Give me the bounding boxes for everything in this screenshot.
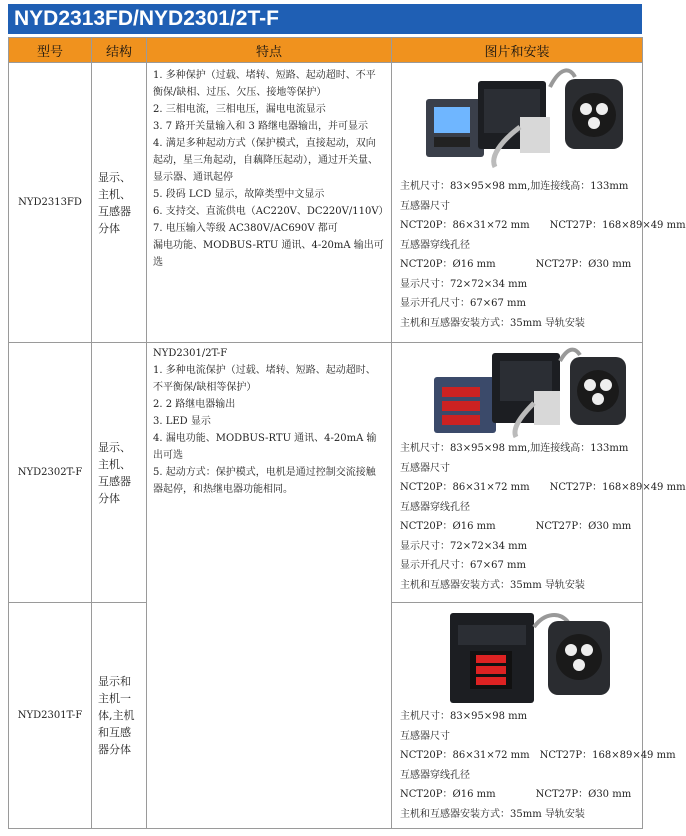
picture-cell (392, 343, 686, 603)
feature-item: 5. 起动方式：保护模式，电机是通过控制交流接触器起停，和热继电器功能相同。 (153, 467, 376, 495)
features-cell (147, 343, 392, 829)
feature-item: NYD2301/2T-F (153, 348, 228, 359)
header-row (9, 38, 643, 63)
feature-item: 1. 多种电流保护（过载、堵转、短路、起动超时、不平衡保/缺相等保护） (153, 365, 376, 393)
model-cell: NYD2301T-F (9, 603, 92, 829)
spec-line: 互感器尺寸 (400, 730, 450, 742)
picture-cell (392, 63, 686, 343)
structure-cell: 显示、主机、互感器分体 (92, 343, 147, 603)
spec-line: 互感器穿线孔径 (400, 239, 470, 251)
spec-line: 互感器尺寸 (400, 462, 450, 474)
feature-item: 漏电功能、MODBUS-RTU 通讯、4-20mA 输出可选 (153, 240, 384, 268)
product-image (400, 347, 634, 439)
spec-line: NCT20P：86×31×72 mm NCT27P：168×89×49 mm (400, 482, 686, 493)
spec-line: 互感器穿线孔径 (400, 769, 470, 781)
spec-line: NCT20P：Ø16 mm NCT27P：Ø30 mm (400, 259, 632, 270)
model-cell: NYD2302T-F (9, 343, 92, 603)
spec-line: 主机和互感器安装方式：35mm 导轨安装 (400, 579, 585, 591)
spec-line: 显示尺寸：72×72×34 mm (400, 540, 528, 552)
feature-item: 4. 漏电功能、MODBUS-RTU 通讯、4-20mA 输出可选 (153, 433, 377, 461)
feature-item: 7. 电压输入等级 AC380V/AC690V 都可 (153, 223, 338, 234)
product-table (8, 37, 686, 829)
header-structure: 结构 (92, 38, 147, 63)
spec-line: NCT20P：Ø16 mm NCT27P：Ø30 mm (400, 521, 632, 532)
spec-line: NCT20P：86×31×72 mm NCT27P：168×89×49 mm (400, 220, 686, 231)
header-model: 型号 (9, 38, 92, 63)
spec-line: 主机和互感器安装方式：35mm 导轨安装 (400, 808, 585, 820)
spec-line: 显示开孔尺寸：67×67 mm (400, 298, 526, 309)
picture-cell (392, 603, 676, 829)
structure-cell: 显示、主机、互感器分体 (92, 63, 147, 343)
feature-item: 4. 满足多种起动方式（保护模式，直接起动，双向起动，星三角起动，自藕降压起动），通过开关量、显示器、通讯起停 (153, 138, 378, 183)
header-picture: 图片和安装 (392, 38, 643, 63)
feature-item: 3. 7 路开关量输入和 3 路继电器输出，并可显示 (153, 121, 368, 132)
feature-item: 2. 2 路继电器输出 (153, 399, 236, 410)
features-cell (147, 63, 392, 343)
model-cell: NYD2313FD (9, 63, 92, 343)
spec-line: NCT20P：86×31×72 mm NCT27P：168×89×49 mm (400, 750, 676, 761)
feature-item: 2. 三相电流，三相电压，漏电电流显示 (153, 104, 326, 115)
spec-line: 主机尺寸：83×95×98 mm,加连接线高：133mm (400, 443, 629, 454)
feature-item: 3. LED 显示 (153, 416, 211, 427)
nyd2313fd-device-illustration (400, 67, 635, 177)
feature-item: 6. 支持交、直流供电（AC220V、DC220V/110V） (153, 206, 389, 217)
spec-line: NCT20P：Ø16 mm NCT27P：Ø30 mm (400, 789, 632, 800)
spec-line: 互感器穿线孔径 (400, 501, 470, 513)
feature-item: 5. 段码 LCD 显示，故障类型中文显示 (153, 189, 325, 200)
product-image (400, 607, 634, 707)
feature-item: 1. 多种保护（过载、堵转、短路、起动超时、不平衡保/缺相、过压、欠压、接地等保护） (153, 70, 376, 98)
header-features: 特点 (147, 38, 392, 63)
nyd2302t-device-illustration (400, 347, 635, 439)
table-row (9, 63, 643, 343)
table-row (9, 343, 643, 603)
nyd2301t-device-illustration (400, 607, 635, 707)
spec-line: 主机尺寸：83×95×98 mm,加连接线高：133mm (400, 181, 629, 192)
spec-line: 主机和互感器安装方式：35mm 导轨安装 (400, 317, 585, 329)
page-title: NYD2313FD/NYD2301/2T-F (8, 4, 642, 34)
spec-line: 显示开孔尺寸：67×67 mm (400, 560, 526, 571)
structure-cell: 显示和主机一体,主机和互感器分体 (92, 603, 147, 829)
product-image (400, 67, 634, 177)
spec-line: 互感器尺寸 (400, 200, 450, 212)
spec-line: 显示尺寸：72×72×34 mm (400, 278, 528, 290)
spec-line: 主机尺寸：83×95×98 mm (400, 711, 528, 722)
